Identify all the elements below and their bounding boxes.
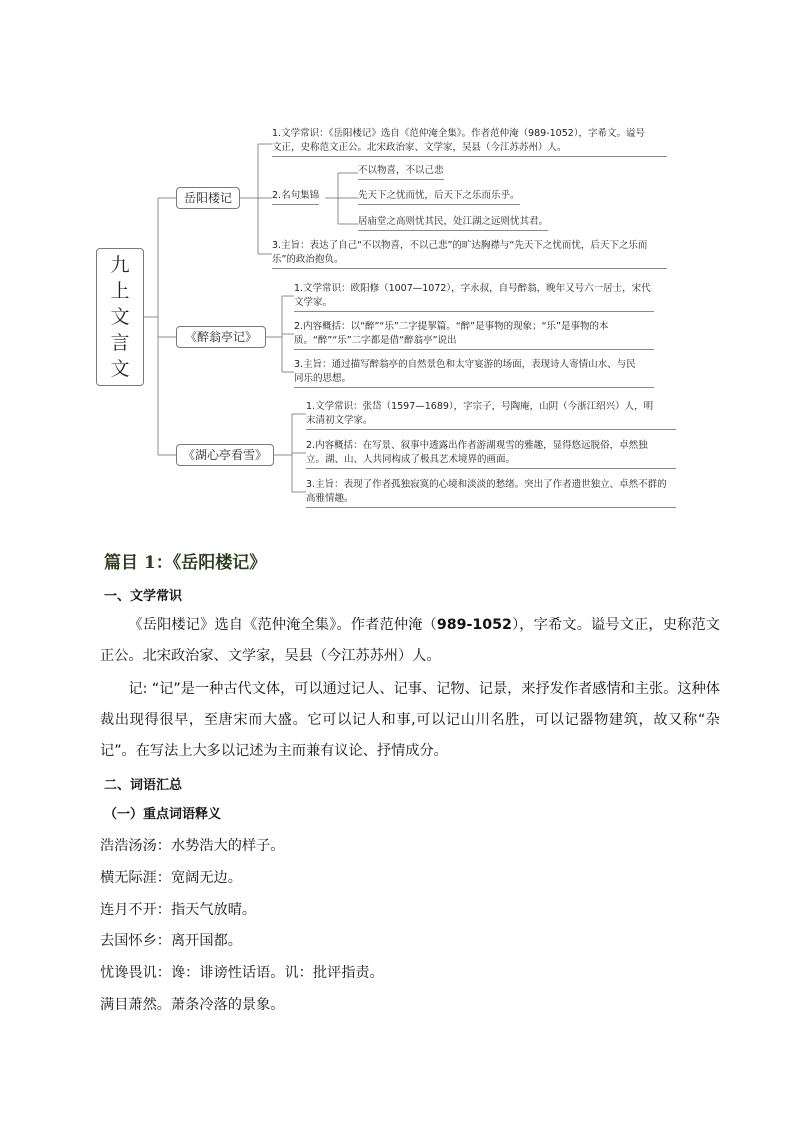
quote-text: 居庙堂之高则忧其民，处江湖之远则忧其君。: [358, 216, 549, 227]
leaf-line: 高雅情趣。: [306, 493, 354, 504]
leaf-line: 3.主旨：表达了自己“不以物喜，不以己悲”的旷达胸襟与“先天下之忧而忧，后天下之乐而: [272, 240, 648, 251]
paragraph-ji: 记: “记”是一种古代文体，可以通过记人、记事、记物、记景，来抒发作者感情和主张。这种体裁出现得很早，至唐宋而大盛。它可以记人和事,可以记山川名胜，可以记器物建筑，故又称“杂记”。在写法上大多以记述为主而兼有议论、抒情成分。: [100, 681, 720, 759]
leaf-line: 1.文学常识：欧阳修（1007—1072），字永叔，自号醉翁，晚年又号六一居士，宋代: [294, 283, 651, 294]
root-char: 上: [110, 280, 130, 302]
zuiweng-item-1: [294, 282, 654, 312]
zuiweng-item-3: [294, 358, 654, 388]
branch-huxin: [176, 444, 274, 466]
section-heading-literary: 一、文学常识: [104, 589, 183, 604]
branch-title: 《醉翁亭记》: [184, 330, 257, 344]
quote-text: 不以物喜，不以己悲: [358, 165, 444, 176]
yueyang-item-2: [272, 189, 319, 205]
yueyang-item-1: [272, 127, 667, 157]
quote-3: [358, 215, 548, 231]
leaf-line: 质。“醉”“乐”二字都是借“醉翁亭”说出: [294, 335, 457, 346]
article: [100, 548, 720, 1022]
leaf-line: 1.文学常识：张岱（1597—1689），字宗子，号陶庵，山阴（今浙江绍兴）人，明: [306, 401, 654, 412]
leaf-line: 3.主旨：表现了作者孤独寂寞的心境和淡淡的愁绪。突出了作者遗世独立、卓然不群的: [306, 479, 667, 490]
term-item: 横无际涯：宽阔无边。: [100, 869, 242, 886]
mind-map: [0, 0, 794, 520]
text-run: 《岳阳楼记》选自《范仲淹全集》。作者范仲淹（: [128, 617, 437, 633]
leaf-line: 同乐的思想。: [294, 373, 352, 384]
article-title: 篇目 1：《岳阳楼记》: [104, 553, 267, 573]
branch-zuiweng: [176, 326, 266, 348]
quote-2: [358, 189, 520, 205]
paragraph-intro: [100, 610, 720, 672]
zuiweng-item-2: [294, 320, 654, 350]
section-heading-vocab: 二、词语汇总: [104, 778, 183, 793]
huxin-item-2: [306, 439, 676, 469]
leaf-line: 乐”的政治抱负。: [272, 254, 344, 265]
text-run: ），字希文。谥号文正，史称范文正公。北宋政治家、文学家，吴县（今江苏苏州）人。: [100, 617, 720, 664]
quote-text: 先天下之忧而忧，后天下之乐而乐乎。: [358, 190, 520, 201]
leaf-line: 文学家。: [294, 297, 333, 308]
yueyang-item-3: [272, 239, 667, 269]
root-char: 九: [110, 254, 130, 276]
branch-yueyang: [176, 187, 240, 209]
leaf-line: 1.文学常识：《岳阳楼记》选自《范仲淹全集》。作者范仲淹（989-1052），字希文。谥号: [272, 128, 646, 139]
root-char: 文: [110, 306, 130, 328]
huxin-item-3: [306, 478, 676, 508]
root-char: 言: [110, 332, 130, 354]
branch-title: 《湖心亭看雪》: [182, 448, 267, 462]
subsection-heading: （一）重点词语释义: [104, 807, 222, 822]
huxin-item-1: [306, 400, 676, 430]
leaf-line: 2.内容概括：在写景、叙事中透露出作者游湖观雪的雅趣，显得悠远脱俗，卓然独: [306, 440, 648, 451]
leaf-label: 2.名句集锦: [272, 190, 320, 201]
leaf-line: 3.主旨：通过描写醉翁亭的自然景色和太守宴游的场面，表现诗人寄情山水、与民: [294, 359, 636, 370]
term-item: 满目萧然。萧条冷落的景象。: [100, 996, 285, 1013]
term-item: 忧谗畏讥：谗：诽谤性话语。讥：批评指责。: [100, 965, 384, 982]
leaf-line: 2.内容概括：以“醉”“乐”二字提挈篇。“醉”是事物的现象；“乐”是事物的本: [294, 321, 609, 332]
quote-1: [358, 164, 444, 180]
leaf-line: 立。湖、山、人共同构成了极具艺术境界的画面。: [306, 454, 516, 465]
leaf-line: 文正，史称范文正公。北宋政治家、文学家，吴县（今江苏苏州）人。: [272, 142, 567, 153]
term-item: 去国怀乡：离开国都。: [100, 933, 242, 950]
branch-title: 岳阳楼记: [183, 191, 232, 205]
term-item: 连月不开：指天气放晴。: [100, 901, 257, 918]
text-run-bold: 989-1052: [436, 617, 512, 633]
mind-map-root: [96, 248, 144, 386]
term-item: 浩浩汤汤：水势浩大的样子。: [100, 838, 285, 854]
root-char: 文: [110, 358, 130, 380]
leaf-line: 末清初文学家。: [306, 415, 373, 426]
